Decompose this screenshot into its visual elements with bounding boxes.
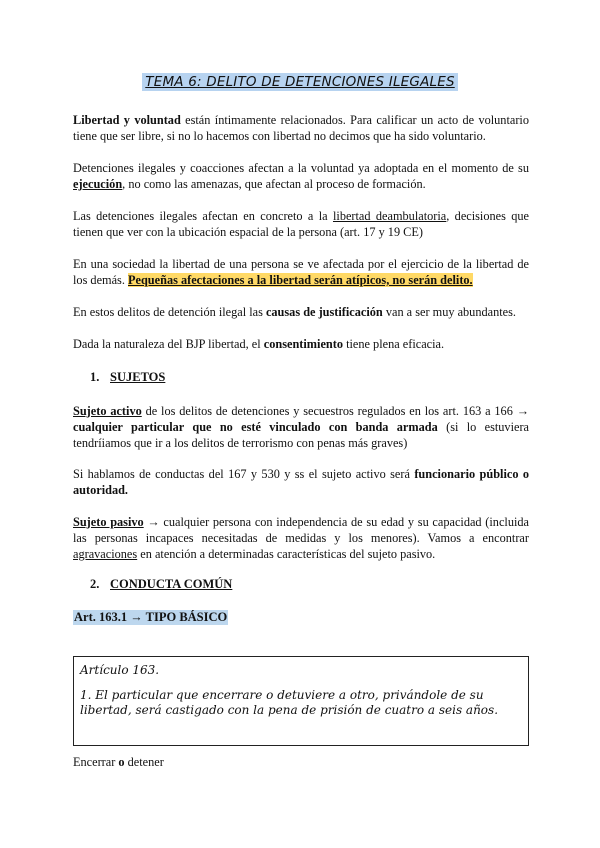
body-text: de los delitos de detenciones y secuestros regulados en los art. 163 a 166 → [141, 404, 530, 418]
section-number: 2. [90, 577, 100, 591]
paragraph-sujeto-activo [73, 403, 529, 451]
paragraph-libertad-deambulatoria [73, 208, 529, 240]
body-text: En una sociedad la libertad de una persona se ve afectada por el ejercicio de la libertad de los demás. [73, 257, 529, 287]
bold-underlined-text: Sujeto pasivo [73, 515, 144, 529]
bold-text: cualquier particular que no esté vinculado con banda armada [73, 420, 438, 434]
body-text: están íntimamente relacionados. Para calificar un acto de voluntario tiene que ser libre, si no lo hacemos con libertad no decimos que ha sido voluntario. [73, 113, 529, 143]
title-text: TEMA 6: DELITO DE DETENCIONES ILEGALES [142, 73, 457, 91]
paragraph-sujeto-pasivo [73, 514, 529, 562]
bold-text: causas de justificación [265, 305, 383, 319]
body-text: Dada la naturaleza del BJP libertad, el [73, 337, 264, 351]
body-text: Si hablamos de conductas del 167 y 530 y ss el sujeto activo será [73, 467, 415, 481]
section-number: 1. [90, 370, 100, 384]
section-label: CONDUCTA COMÚN [110, 577, 233, 591]
underlined-text: agravaciones [73, 547, 138, 561]
article-quote-box [73, 656, 529, 746]
bold-text: Libertad y voluntad [73, 113, 181, 127]
body-text: Encerrar [73, 755, 119, 769]
bold-text: o [118, 755, 125, 769]
body-text: van a ser muy abundantes. [382, 305, 516, 319]
article-text: 1. El particular que encerrare o detuviere a otro, privándole de su libertad, será castigado con la pena de prisión de cuatro a seis años. [80, 688, 499, 717]
body-text: Las detenciones ilegales afectan en concreto a la [73, 209, 333, 223]
paragraph-funcionario [73, 466, 529, 498]
bold-underlined-text: ejecución [73, 177, 123, 191]
body-text: (si lo estuviera tendríiamos que ir a los delitos de terrorismo con penas más graves) [73, 420, 530, 450]
document-title [0, 74, 600, 90]
underlined-text: libertad deambulatoria [332, 209, 447, 223]
body-text: en atención a determinadas características del sujeto pasivo. [137, 547, 436, 561]
paragraph-encerrar-detener [73, 755, 164, 770]
paragraph-causas-justificacion [73, 304, 529, 320]
section-heading-conducta [90, 577, 232, 592]
section-heading-sujetos [90, 370, 165, 385]
body-text: tiene plena eficacia. [343, 337, 445, 351]
article-number: Artículo 163. [80, 663, 160, 677]
highlighted-text: Pequeñas afectaciones a la libertad serán atípicos, no serán delito. [128, 273, 473, 287]
paragraph-detenciones-coacciones [73, 160, 529, 192]
body-text: , no como las amenazas, que afectan al proceso de formación. [122, 177, 426, 191]
bold-underlined-text: Sujeto activo [73, 404, 142, 418]
paragraph-libertad-voluntad [73, 112, 529, 144]
body-text: , decisiones que tienen que ver con la ubicación espacial de la persona (art. 17 y 19 CE) [73, 209, 530, 239]
body-text: En estos delitos de detención ilegal las [73, 305, 266, 319]
body-text: → cualquier persona con independencia de su edad y su capacidad (incluida las personas incapaces necesitadas de medidas y los menores). Vamos a encontrar [73, 515, 529, 545]
paragraph-sociedad [73, 256, 529, 288]
bold-text: consentimiento [263, 337, 344, 351]
paragraph-consentimiento [73, 336, 529, 352]
body-text: Detenciones ilegales y coacciones afectan a la voluntad ya adoptada en el momento de su [73, 161, 529, 175]
subheading-tipo-basico: Art. 163.1 → TIPO BÁSICO [74, 610, 228, 624]
section-label: SUJETOS [110, 370, 166, 384]
body-text: detener [124, 755, 164, 769]
bold-text: funcionario público o autoridad. [73, 467, 529, 497]
